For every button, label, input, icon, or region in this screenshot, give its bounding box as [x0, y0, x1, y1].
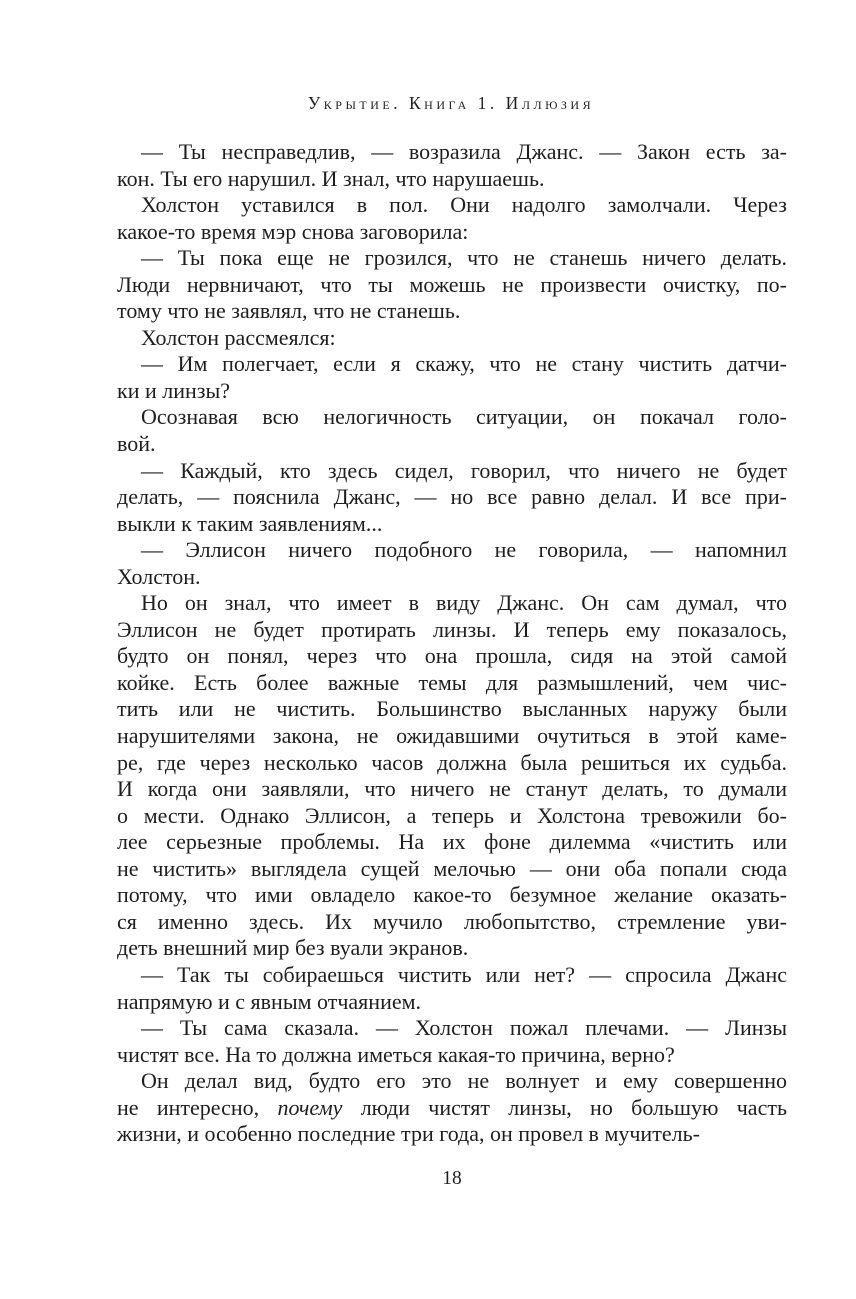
text-line: — Так ты собираешься чистить или нет? — спросила Джанс — [141, 961, 787, 987]
text-line: ре, где через несколько часов должна была решиться их судьба. — [117, 749, 787, 775]
paragraph — [117, 590, 787, 962]
text-line: ки и линзы? — [117, 377, 230, 403]
text-line: — Ты сама сказала. — Холстон пожал плечами. — Линзы — [141, 1015, 787, 1041]
text-line: чистят все. На то должна иметься какая-то причина, верно? — [117, 1041, 675, 1067]
paragraph — [117, 458, 787, 538]
text-line: делать, — пояснила Джанс, — но все равно делал. И все при- — [117, 484, 787, 510]
text-line: — Ты несправедлив, — возразила Джанс. — Закон есть за- — [141, 139, 787, 164]
text-line: Он делал вид, будто его это не волнует и ему совершенно — [141, 1068, 787, 1094]
text-line: тить или не чистить. Большинство высланных наружу были — [117, 696, 787, 722]
paragraph — [117, 351, 787, 404]
text-line: нарушителями закона, не ожидавшими очутиться в этой каме- — [117, 723, 787, 749]
text-line: жизни, и особенно последние три года, он провел в мучитель- — [117, 1121, 700, 1147]
running-header: Укрытие. Книга 1. Иллюзия — [307, 93, 595, 113]
paragraph — [117, 537, 787, 590]
text-line: потому, что ими овладело какое-то безумное желание оказать- — [117, 882, 787, 908]
paragraph — [117, 325, 787, 352]
text-line: напрямую и с явным отчаянием. — [117, 988, 422, 1014]
paragraph — [117, 962, 787, 1015]
text-line: койке. Есть более важные темы для размышлений, чем чис- — [117, 669, 787, 695]
text-line: Люди нервничают, что ты можешь не произвести очистку, по- — [117, 271, 787, 297]
text-line: кон. Ты его нарушил. И знал, что нарушаешь. — [117, 165, 545, 191]
text-line: — Эллисон ничего подобного не говорила, — напомнил — [141, 537, 787, 563]
text-line: Осознавая всю нелогичность ситуации, он покачал голо- — [141, 404, 787, 430]
paragraph — [117, 192, 787, 245]
text-line: Но он знал, что имеет в виду Джанс. Он сам думал, что — [141, 590, 787, 616]
text-line: какое-то время мэр снова заговорила: — [117, 218, 469, 244]
text-line: о мести. Однако Эллисон, а теперь и Холстона тревожили бо- — [117, 802, 787, 828]
text-line: Холстон уставился в пол. Они надолго замолчали. Через — [141, 192, 787, 218]
text-line: — Им полегчает, если я скажу, что не стану чистить датчи- — [141, 351, 787, 377]
paragraph — [117, 245, 787, 325]
text-line: не интересно, почему люди чистят линзы, но большую часть — [117, 1094, 787, 1120]
text-line: тому что не заявлял, что не станешь. — [117, 298, 461, 324]
text-line: деть внешний мир без вуали экранов. — [117, 935, 469, 961]
text-line: — Каждый, кто здесь сидел, говорил, что ничего не будет — [141, 457, 787, 483]
text-line: ся именно здесь. Их мучило любопытство, стремление уви- — [117, 908, 787, 934]
paragraph — [117, 139, 787, 192]
body-text — [117, 139, 787, 1148]
text-line: будто он понял, через что она прошла, сидя на этой самой — [117, 643, 787, 669]
text-line: Холстон. — [117, 563, 201, 589]
page-number: 18 — [442, 1168, 462, 1189]
text-line: выкли к таким заявлениям... — [117, 510, 383, 536]
paragraph — [117, 1068, 787, 1148]
text-line: лее серьезные проблемы. На их фоне дилемма «чистить или — [117, 829, 787, 855]
text-line: Холстон рассмеялся: — [141, 324, 336, 350]
text-line: вой. — [117, 431, 156, 457]
text-line: И когда они заявляли, что ничего не станут делать, то думали — [117, 776, 787, 802]
text-line: не чистить» выглядела сущей мелочью — они оба попали сюда — [117, 855, 787, 881]
text-line: — Ты пока еще не грозился, что не станешь ничего делать. — [141, 245, 787, 271]
paragraph — [117, 1015, 787, 1068]
text-line: Эллисон не будет протирать линзы. И теперь ему показалось, — [117, 616, 787, 642]
paragraph — [117, 404, 787, 457]
